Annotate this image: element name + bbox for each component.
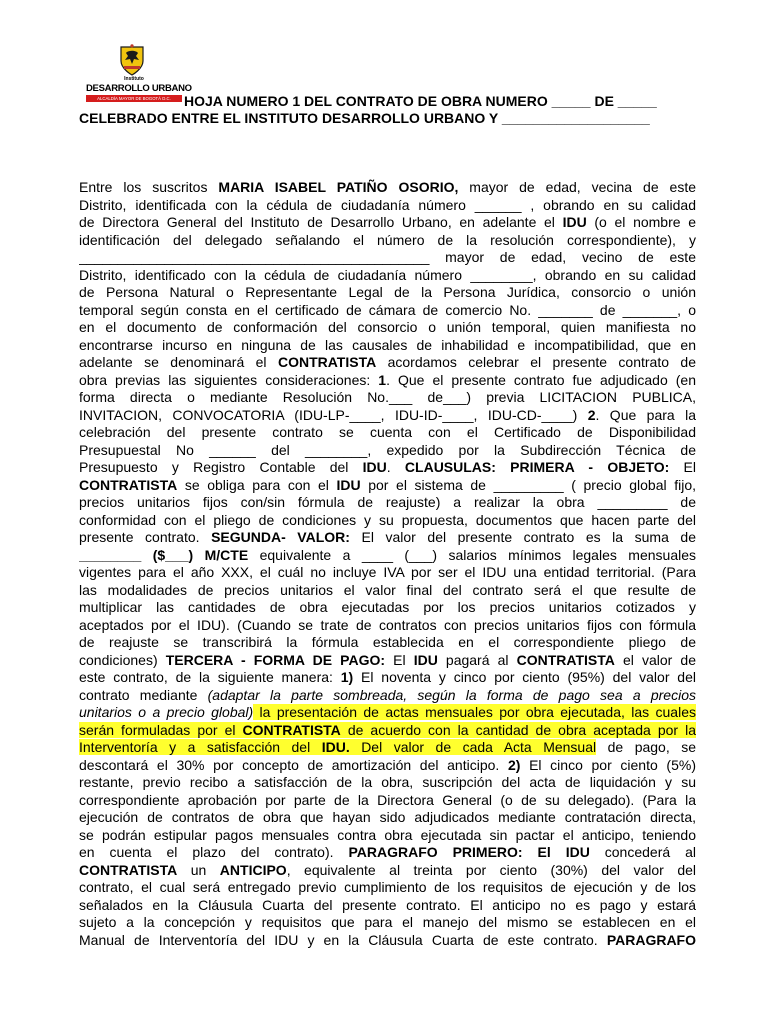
body-line [79,477,696,495]
body-line [79,407,696,425]
text-bold: IDU [562,214,587,230]
text-run: en cuenta el plazo del contrato). [79,844,349,860]
text-run: . Que para la [595,406,696,423]
body-line [79,844,696,862]
text-run: por el sistema de _________ ( precio global fijo, [360,476,696,493]
body-line: forma directa o mediante Resolución No.___ de___) previa LICITACION PUBLICA, [79,389,696,405]
body-line [79,652,696,670]
text-bold: 1 [378,371,387,388]
italic-note: (adaptar la parte sombreada, según la forma de pago sea a precios [207,686,696,703]
body-line: _____________________________________________ mayor de edad, vecino de este [79,249,696,265]
body-line: ejecución de contratos de obra que hayan sido adjudicados mediante contratación directa, [79,809,696,825]
text-bold: 2) [507,756,521,773]
clause-heading: CLAUSULAS: PRIMERA - OBJETO: [404,459,670,475]
body-line [79,757,696,775]
body-line: precios unitarios fijos con/sin fórmula de reajuste) a realizar la obra _________ de [79,494,696,510]
text-bold: 1) [340,669,354,685]
text-run: Manual de Interventoría del IDU y en la Cláusula Cuarta de este contrato. [79,931,607,948]
body-line: Distrito, identificado con la cédula de ciudadanía número ________, obrando en su calidad [79,266,696,283]
text-bold: PARAGRAFO [606,931,696,948]
director-name: MARIA ISABEL PATIÑO OSORIO, [218,179,459,195]
body-line [79,354,696,372]
text-bold: CONTRATISTA [516,651,615,668]
body-line: encontrarse incurso en ninguna de las causales de inhabilidad e incompatibilidad, que en [79,336,696,353]
body-line: correspondiente aprobación por parte de la Directora General (o de su delegado). (Para la [79,791,696,808]
logo-name-text: DESARROLLO URBANO [86,83,192,94]
body-line [79,669,696,687]
body-line [79,739,696,757]
highlighted-text: de acuerdo con la cantidad de obra aceptada por la [340,721,696,738]
text-run: descontará el 30% por concepto de amortización del anticipo. [79,756,508,773]
text-run: Presupuesto y Registro Contable del [79,459,363,475]
text-run: de Directora General del Instituto de Desarrollo Urbano, en adelante el [79,214,563,230]
text-run: , equivalente al treinta por ciento (30%) del valor del [286,861,696,878]
text-bold: ________ ($___) M/CTE [79,546,249,563]
body-line: Presupuestal No ______ del ________, expedido por la Subdirección Técnica de [79,441,696,458]
body-line: vigentes para el año XXX, el cuál no incluye IVA por ser el IDU una entidad territorial. (Para [79,564,696,580]
body-line: se podrán estipular pagos mensuales contra obra ejecutada sin pactar el anticipo, teniendo [79,826,696,843]
body-line [79,862,696,880]
clause-heading: TERCERA - FORMA DE PAGO: [165,651,386,668]
text-run: pagará al [437,651,517,668]
body-line: temporal según consta en el certificado de cámara de comercio No. _______ de _______, o [79,301,696,318]
body-line [79,687,696,705]
body-line: aceptados por el IDU). (Cuando se trate de contratos con precios unitarios fijos con fórmula [79,616,696,633]
text-run: concederá al [589,844,696,860]
body-line [79,722,696,740]
highlighted-text: Del valor de cada Acta Mensual [349,739,597,755]
text-bold: ANTICIPO [219,861,287,878]
text-bold: CONTRATISTA [79,476,178,493]
text-run: El cinco por ciento (5%) [520,756,696,773]
body-line [79,529,696,547]
text-run: equivalente a ____ (___) salarios mínimos legales mensuales [248,546,696,563]
highlighted-text: serán formuladas por el [79,721,243,738]
logo-subtitle-bar: ALCALDÍA MAYOR DE BOGOTÁ D.C. [86,95,182,102]
highlighted-text-bold: IDU. [321,739,350,755]
clause-heading: PARAGRAFO PRIMERO: El IDU [348,844,590,860]
body-line: sujeto a la concepción y requisitos que para el manejo del mismo se establecen en el [79,914,696,930]
body-line [79,547,696,565]
text-run: . Que el presente contrato fue adjudicado (en [386,371,696,388]
text-run: El valor del presente contrato es la suma de [349,529,696,545]
italic-note: unitarios o a precio global) [79,704,254,720]
body-line: contrato, el cual será entregado previo cumplimiento de los requisitos de ejecución y de los [79,879,696,895]
text-run: se obliga para con el [177,476,337,493]
text-run: de pago, se [596,739,696,755]
text-run: acordamos celebrar el presente contrato de [376,354,696,370]
logo-small-text: Instituto [124,76,144,82]
highlighted-text: la presentación de actas mensuales por obra ejecutada, las cuales [253,704,696,720]
text-run: . [386,459,405,475]
text-run: obra previas las siguientes consideraciones: [79,371,379,388]
body-line [79,459,696,477]
text-bold: 2 [587,406,596,423]
body-line [79,932,696,950]
idu-logo [86,42,192,116]
body-line: conformidad con el pliego de condiciones y su propuesta, documentos que hacen parte del [79,511,696,528]
text-run: El [385,651,414,668]
text-run: contrato mediante [79,686,208,703]
text-bold: IDU [413,651,438,668]
clause-heading: SEGUNDA- VALOR: [211,529,350,545]
body-line: celebración del presente contrato se cuenta con el Certificado de Disponibilidad [79,424,696,440]
body-line: en el documento de conformación del consorcio o unión temporal, quien manifiesta no [79,319,696,335]
text-run: este contrato, de la siguiente manera: [79,669,341,685]
text-bold: IDU [362,459,387,475]
text-run: INVITACION, CONVOCATORIA (IDU-LP-____, IDU-ID-____, IDU-CD-____) [79,406,588,423]
text-run: un [177,861,220,878]
highlighted-text: Interventoría y a satisfacción del [79,739,322,755]
text-run: adelante se denominará el [79,354,278,370]
coat-of-arms-icon [119,44,145,76]
contract-body [79,179,696,949]
text-bold: CONTRATISTA [277,354,377,370]
body-line: de Persona Natural o Representante Legal de la Persona Jurídica, consorcio o unión [79,284,696,300]
body-line: restante, previo recibo a satisfacción de la obra, suscripción del acta de liquidación y su [79,774,696,790]
text-run: el valor de [614,651,696,668]
body-line: multiplicar las cantidades de obra ejecutadas por los precios unitarios cotizados y [79,599,696,615]
text-bold: IDU [336,476,361,493]
body-line [79,372,696,390]
text-run: presente contrato. [79,529,212,545]
highlighted-text-bold: CONTRATISTA [242,721,341,738]
body-line: Distrito, identificada con la cédula de ciudadanía número ______ , obrando en su calidad [79,196,696,213]
text-run: (o el nombre e [586,214,696,230]
text-run: Entre los suscritos [79,179,219,195]
document-title-line-1: HOJA NUMERO 1 DEL CONTRATO DE OBRA NUMERO _____ DE _____ [184,93,657,109]
body-line: las modalidades de precios unitarios el valor final del contrato será el que resulte de [79,581,696,598]
body-line [79,704,696,722]
body-line [79,179,696,197]
document-title-line-2: CELEBRADO ENTRE EL INSTITUTO DESARROLLO URBANO Y ___________________ [79,110,650,126]
text-run: El noventa y cinco por ciento (95%) del valor del [353,669,696,685]
body-line [79,214,696,232]
text-run: mayor de edad, vecina de este [458,179,696,195]
body-line: señalados en la Cláusula Cuarta del presente contrato. El anticipo no es pago y estará [79,896,696,913]
body-line: identificación del delegado señalando el número de la resolución correspondiente), y [79,231,696,248]
body-line: de reajuste se transcribirá la fórmula establecida en el correspondiente pliego de [79,634,696,650]
text-bold: CONTRATISTA [79,861,178,878]
text-run: El [669,459,696,475]
text-run: condiciones) [79,651,166,668]
